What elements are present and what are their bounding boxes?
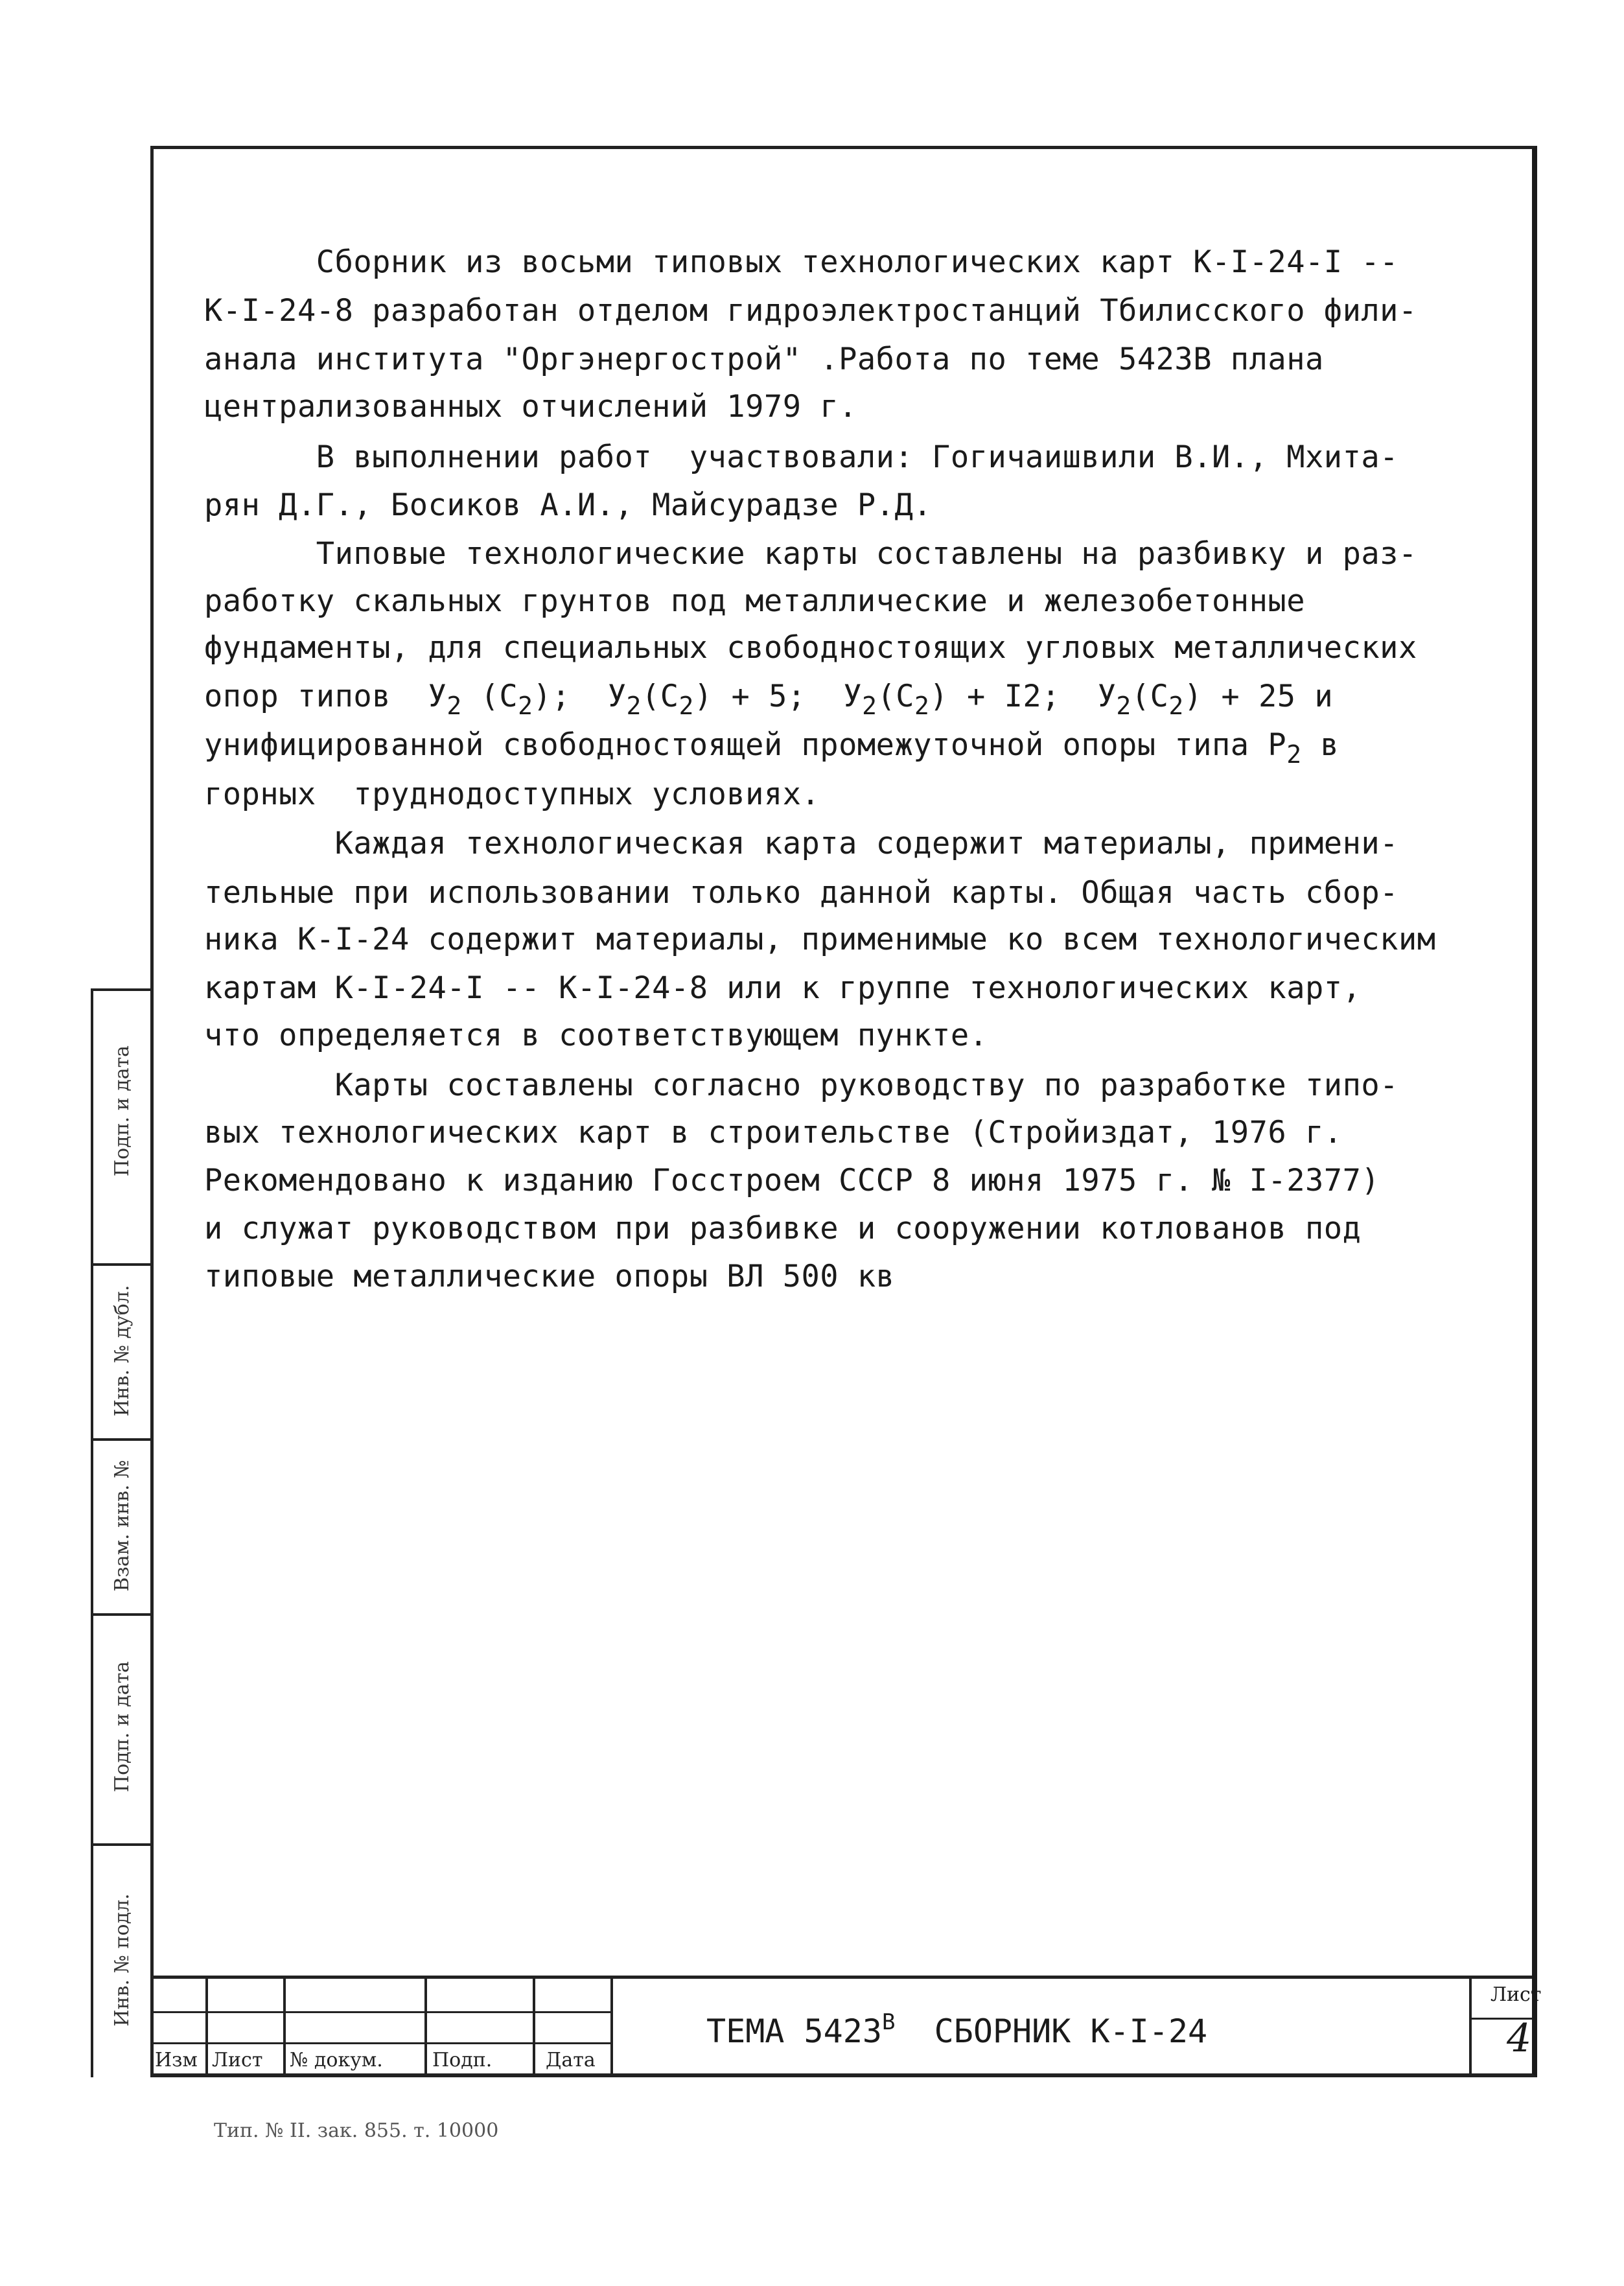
support-close-3: ) + I2; [929,679,1098,714]
unified-support-suffix: в [1301,727,1340,763]
body-line-17: что определяется в соответствующем пункте. [204,1018,988,1053]
sub-2a: 2 [447,692,462,720]
tb-vline-4 [533,1979,535,2077]
body-line-2: К-I-24-8 разработан отделом гидроэлектростанций Тбилисского фили- [204,293,1417,329]
side-label-orig-inv: Инв. № подл. [111,1893,133,2027]
unified-support-line [204,726,1533,774]
support-y-3: У [843,679,863,714]
support-y-2: У [607,679,627,714]
body-line-5: В выполнении работ участвовали: Гогичаишвили В.И., Мхита- [204,439,1398,475]
tb-vline-6 [1469,1979,1472,2077]
sheet-number: 4 [1507,2016,1532,2061]
side-stamp-column [91,988,150,2077]
body-line-6: рян Д.Г., Босиков А.И., Майсурадзе Р.Д. [204,487,933,523]
support-c-open-4: (С [1131,679,1169,714]
tb-vline-2 [283,1979,286,2077]
tb-vline-1 [205,1979,208,2077]
tb-vline-3 [424,1979,427,2077]
body-line-15: ника К-I-24 содержит материалы, применимые ко всем технологическим [204,922,1436,957]
sub-2b: 2 [518,692,533,720]
body-line-9: фундаменты, для специальных свободностоящих угловых металлических [204,630,1417,666]
sub-2e: 2 [862,692,877,720]
unified-support-text: унифицированной свободностоящей промежуточной опоры типа Р [204,727,1287,763]
side-divider-2 [93,1438,153,1441]
body-line-18: Карты составлены согласно руководству по разработке типо- [204,1067,1398,1103]
side-label-sign-date-2: Подп. и дата [111,1661,133,1793]
body-line-1: Сборник из восьми типовых технологических карт К-I-24-I -- [204,244,1398,280]
sub-2-p: 2 [1286,740,1302,769]
side-label-dup-inv: Инв. № дубл. [111,1285,133,1417]
print-footer: Тип. № II. зак. 855. т. 10000 [214,2119,499,2142]
body-line-8: работку скальных грунтов под металлические и железобетонные [204,583,1305,619]
body-line-19: вых технологических карт в строительстве (Стройиздат, 1976 г. [204,1115,1343,1150]
support-c-open-1: (С [461,679,518,714]
sub-2c: 2 [626,692,642,720]
tb-col-izm: Изм [155,2049,198,2071]
tb-hline-2 [154,2042,610,2044]
side-label-sign-date-1: Подп. и дата [111,1045,133,1177]
support-close-2: ) + 5; [693,679,844,714]
body-line-20: Рекомендовано к изданию Госстроем СССР 8 июня 1975 г. № I-2377) [204,1163,1380,1198]
tb-col-sign: Подп. [432,2049,493,2071]
support-c-open-3: (С [877,679,915,714]
sheet-label: Лист [1491,1983,1542,2006]
body-line-4: централизованных отчислений 1979 г. [204,389,857,425]
tb-hline-1 [154,2011,610,2013]
tb-col-list: Лист [212,2049,263,2071]
side-divider-1 [93,1263,153,1266]
sub-2h: 2 [1168,692,1184,720]
side-label-replace-inv: Взам. инв. № [111,1460,133,1592]
tb-col-doc: № докум. [290,2049,383,2071]
doc-code-main: ТЕМА 5423 [706,2012,882,2050]
support-types-line [204,677,1533,725]
document-code [706,2003,1207,2051]
body-line-21: и служат руководством при разбивке и сооружении котлованов под [204,1211,1362,1246]
tb-col-date: Дата [546,2049,596,2071]
doc-code-rest: СБОРНИК К-I-24 [895,2012,1208,2050]
support-y-4: У [1097,679,1117,714]
sub-2g: 2 [1116,692,1131,720]
body-line-14: тельные при использовании только данной карты. Общая часть сбор- [204,875,1398,911]
support-c-open-2: (С [641,679,679,714]
body-line-22: типовые металлические опоры ВЛ 500 кв [204,1259,895,1294]
tb-vline-5 [610,1979,613,2077]
doc-code-sup: В [881,2009,896,2035]
support-close-4: ) + 25 и [1183,679,1334,714]
side-divider-3 [93,1613,153,1616]
page-frame [150,146,1537,2077]
body-line-3: анала института "Оргэнергострой" .Работа по теме 5423В плана [204,342,1324,377]
body-line-16: картам К-I-24-I -- К-I-24-8 или к группе технологических карт, [204,970,1362,1006]
body-line-13: Каждая технологическая карта содержит материалы, примени- [204,826,1398,861]
sub-2d: 2 [679,692,694,720]
body-line-7: Типовые технологические карты составлены на разбивку и раз- [204,536,1417,572]
sub-2f: 2 [914,692,930,720]
support-close-1: ); [533,679,608,714]
side-divider-4 [93,1843,153,1846]
support-types-lead: опор типов У [204,679,447,714]
body-line-12: горных труднодоступных условиях. [204,776,820,812]
